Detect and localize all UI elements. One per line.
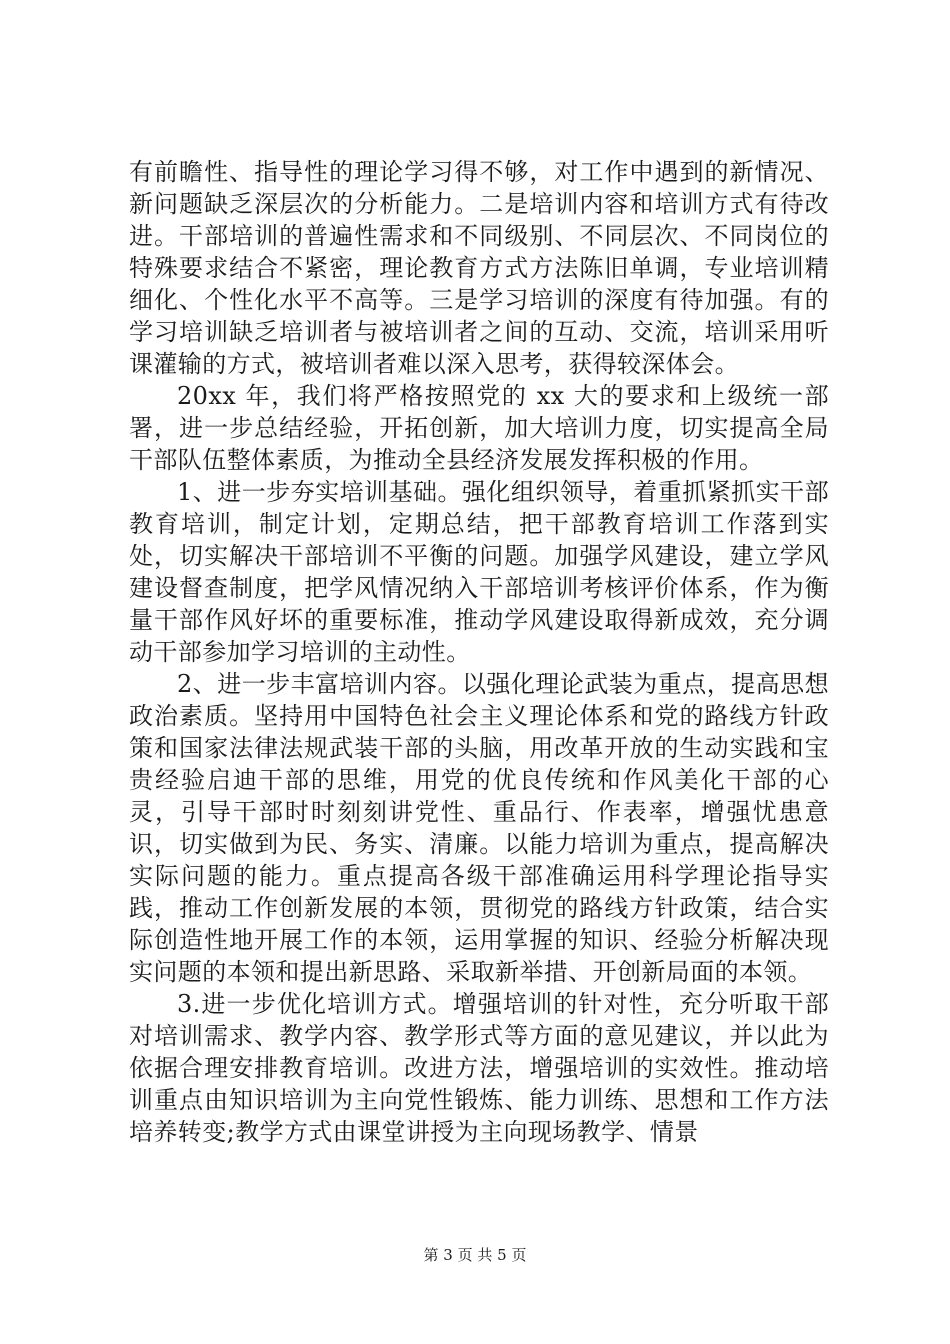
paragraph-item-1: 1、进一步夯实培训基础。强化组织领导，着重抓紧抓实干部教育培训，制定计划，定期总结，把干部教育培训工作落到实处，切实解决干部培训不平衡的问题。加强学风建设，建立学风建设督查制度，把学风情况纳入干部培训考核评价体系，作为衡量干部作风好坏的重要标准，推动学风建设取得新成效，充分调动干部参加学习培训的主动性。 xyxy=(129,478,829,666)
document-body xyxy=(129,156,829,1148)
page-number-footer: 第 3 页 共 5 页 xyxy=(423,1246,527,1264)
paragraph-item-3: 3.进一步优化培训方式。增强培训的针对性，充分听取干部对培训需求、教学内容、教学形式等方面的意见建议，并以此为依据合理安排教育培训。改进方法，增强培训的实效性。推动培训重点由知识培训为主向党性锻炼、能力训练、思想和工作方法培养转变;教学方式由课堂讲授为主向现场教学、情景 xyxy=(129,990,829,1146)
paragraph-continued: 有前瞻性、指导性的理论学习得不够，对工作中遇到的新情况、新问题缺乏深层次的分析能力。二是培训内容和培训方式有待改进。干部培训的普遍性需求和不同级别、不同层次、不同岗位的特殊要求结合不紧密，理论教育方式方法陈旧单调，专业培训精细化、个性化水平不高等。三是学习培训的深度有待加强。有的学习培训缺乏培训者与被培训者之间的互动、交流，培训采用听课灌输的方式，被培训者难以深入思考，获得较深体会。 xyxy=(129,158,829,378)
paragraph-item-2: 2、进一步丰富培训内容。以强化理论武装为重点，提高思想政治素质。坚持用中国特色社会主义理论体系和党的路线方针政策和国家法律法规武装干部的头脑，用改革开放的生动实践和宝贵经验启迪干部的思维，用党的优良传统和作风美化干部的心灵，引导干部时时刻刻讲党性、重品行、作表率，增强忧患意识，切实做到为民、务实、清廉。以能力培训为重点，提高解决实际问题的能力。重点提高各级干部准确运用科学理论指导实践，推动工作创新发展的本领，贯彻党的路线方针政策，结合实际创造性地开展工作的本领，运用掌握的知识、经验分析解决现实问题的本领和提出新思路、采取新举措、开创新局面的本领。 xyxy=(129,670,829,986)
paragraph-plan-intro: 20xx 年，我们将严格按照党的 xx 大的要求和上级统一部署，进一步总结经验，开拓创新，加大培训力度，切实提高全局干部队伍整体素质，为推动全县经济发展发挥积极的作用。 xyxy=(129,382,829,474)
